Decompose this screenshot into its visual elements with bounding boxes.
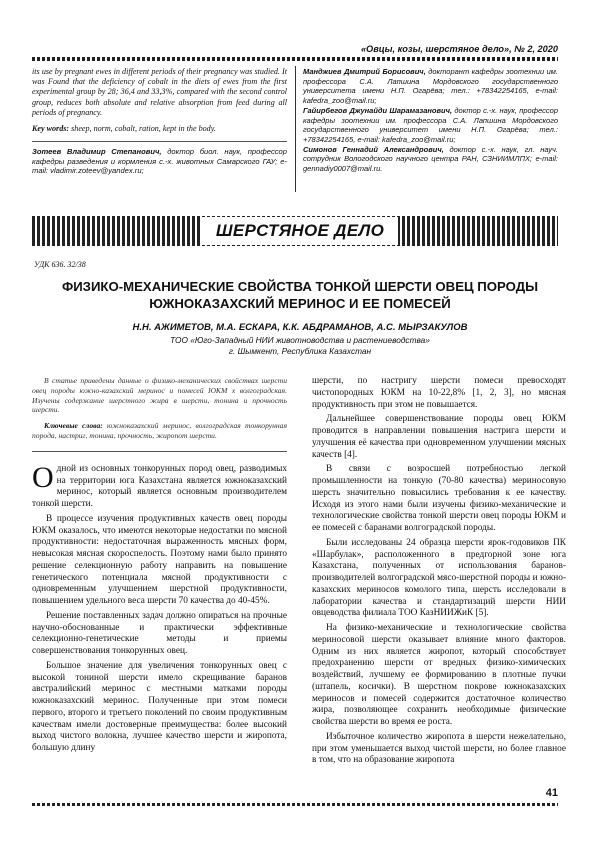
- paragraph: Одной из основных тонкорунных пород овец, разводимых на территории юга Казахстана является южноказахский меринос, который является основным производителем тонкой шерсти.: [32, 460, 287, 510]
- affiliation: ТОО «Юго-Западный НИИ животноводства и растениеводства» г. Шымкент, Республика Казахстан: [170, 335, 430, 356]
- english-keywords: Key words: sheep, norm, cobalt, ration, kept in the body.: [32, 124, 216, 134]
- divider: [32, 141, 287, 142]
- paragraph: Дальнейшее совершенствование породы овец ЮКМ проводится в направлении повышения настрига шерсти и улучшения её качества при одновременном улучшении мясных качеств [4].: [312, 414, 566, 460]
- paragraph: Избыточное количество жиропота в шерсти нежелательно, при этом уменьшается выход чистой шерсти, но более главное в том, что на образование жиропота: [312, 731, 566, 766]
- keywords: Ключевые слова: южноказахский меринос, волгоградская тонкорунная порода, настриг, тонина, прочность, жиропот шерсти.: [32, 421, 288, 440]
- footer-rule: [32, 803, 558, 806]
- left-column: [32, 376, 287, 758]
- journal-header: «Овцы, козы, шерстяное дело», № 2, 2020: [360, 44, 558, 54]
- previous-authors: [303, 67, 558, 174]
- previous-article-end: [32, 67, 287, 176]
- header-rule: [32, 57, 558, 61]
- paragraph: Большое значение для увеличения тонкорунных овец с высокой тониной шерсти имело скрещивание баранов австралийский меринос с местными матками породы южноказахский меринос. Полученные при этом помеси первого, второго и третьего поколений по своим продуктивным качествам имели достоверные преимущества: более высокий выход чистого волокна, лучшее качество шерсти и жиропота, большую длину: [32, 660, 287, 754]
- paragraph: шерсти, по настригу шерсти помеси превосходят чистопородных ЮКМ на 10-22,8% [1, 2, 3], но мясная продуктивность при этом не повышается.: [312, 376, 566, 410]
- divider: [32, 451, 287, 452]
- paragraph: В процессе изучения продуктивных качеств овец породы ЮКМ оказалось, что имеются некоторые недостатки по мясной продуктивности: недостаточная выраженность мясных форм, невысокая мясная скороспелость. Поэтому нами было принято решение селекционную работу направить на повышение генетического потенциала мясной продуктивности с одновременным улучшением шерстной продуктивности, повышением удельного веса шерсти 70 качества до 40-45%.: [32, 513, 287, 607]
- author-block: Манджиев Дмитрий Борисович, докторант кафедры зоотехнии им. профессора С.А. Лапшина Мордовского государственного университета имени Н.П. Огарёва; тел.: +78342254165, e-mail: kafedra_zoo@mail.ru;: [303, 67, 558, 106]
- abstract: В статье приведены данные о физико-механических свойствах шерсти овец породы южно-казахский меринос и помесей ЮКМ х волгоградская. Изучены содержание шерстного жира в шерсти, тонина и прочность шерсти.: [32, 376, 287, 415]
- article-authors: Н.Н. АЖИМЕТОВ, М.А. ЕСКАРА, К.К. АБДРАМАНОВ, А.С. МЫРЗАКУЛОВ: [132, 322, 468, 333]
- body-text: [32, 460, 287, 755]
- right-column: [312, 376, 566, 770]
- paragraph: Были исследованы 24 образца шерсти ярок-годовиков ПК «Шарбулак», расположенного в предгорной зоне юга Казахстана, полученных от использования баранов-производителей волгоградской мясо-шерстной породы и южно-казахских мериносов комолого типа, шерсть исследовали в лаборатории качества и стандартизаций шерсти НИИ овцеводства филиала ТОО КазНИИЖиК [5].: [312, 537, 566, 619]
- article-title: ФИЗИКО-МЕХАНИЧЕСКИЕ СВОЙСТВА ТОНКОЙ ШЕРСТИ ОВЕЦ ПОРОДЫ ЮЖНОКАЗАХСКИЙ МЕРИНОС И ЕЕ ПОМЕСЕЙ: [61, 279, 539, 311]
- author-block: Зотеев Владимир Степанович, доктор биол. наук, профессор кафедры разведения и кормления с.-х. животных Самарского ГАУ; e-mail: vladimir.zoteev@yandex.ru;: [32, 147, 287, 176]
- body-text: [312, 376, 566, 767]
- author-block: Гайирбегов Джунайди Шарамазанович, доктор с.-х. наук, профессор кафедры зоотехнии им. профессора С.А. Лапшина Мордовского государственного университет имени Н.П. Огарёва; тел.: +78342254165, e-mail: kafedra_zoo@mail.ru;: [303, 105, 558, 144]
- section-title: ШЕРСТЯНОЕ ДЕЛО: [202, 217, 398, 245]
- udk-code: УДК 636. 32/38: [34, 260, 86, 269]
- abstract-end-text: its use by pregnant ewes in different periods of their pregnancy was studied. It was Found that the deficiency of cobalt in the diets of ewes from the first experimental group by 28; 36,4 and 33,3%, compared with the second control group, reduces both absolute and relative absorption from feed during all periods of pregnancy.: [32, 67, 287, 117]
- column-divider: [295, 66, 296, 192]
- paragraph: В связи с возросшей потребностью легкой промышленности на тонкую (70-80 качества) мериносовую шерсть значительно повысились требования к ее качеству. Исходя из этого нами были изучены физико-механические и технологические свойства тонкой шерсти овец породы ЮКМ и ее помесей с баранами волгоградской породы.: [312, 464, 566, 533]
- paragraph: На физико-механические и технологические свойства мериносовой шерсти оказывает влияние много факторов. Одним из них является жиропот, который способствует предохранению шерсти от вредных физико-химических воздействий, лучшему ее формированию в плотные пучки (штапель, косички). В шерстном покрове южноказахских мериносов и помесей содержится достаточное количество жира, позволяющее сохранить необходимые физические свойства шерсти во время ее роста.: [312, 623, 566, 727]
- page-number: 41: [545, 787, 558, 799]
- drop-cap: О: [32, 460, 54, 494]
- paragraph: Решение поставленных задач должно опираться на прочные научно-обоснованные и практически эффективные селекционно-генетические методы и приемы совершенствования тонкорунных овец.: [32, 610, 287, 657]
- author-block: Симонов Геннадий Александрович, доктор с.-х. наук, гл. науч. сотрудник Вологодского научного центра РАН, СЗНИИМЛПХ; e-mail: gennadiy0007@mail.ru.: [303, 144, 559, 174]
